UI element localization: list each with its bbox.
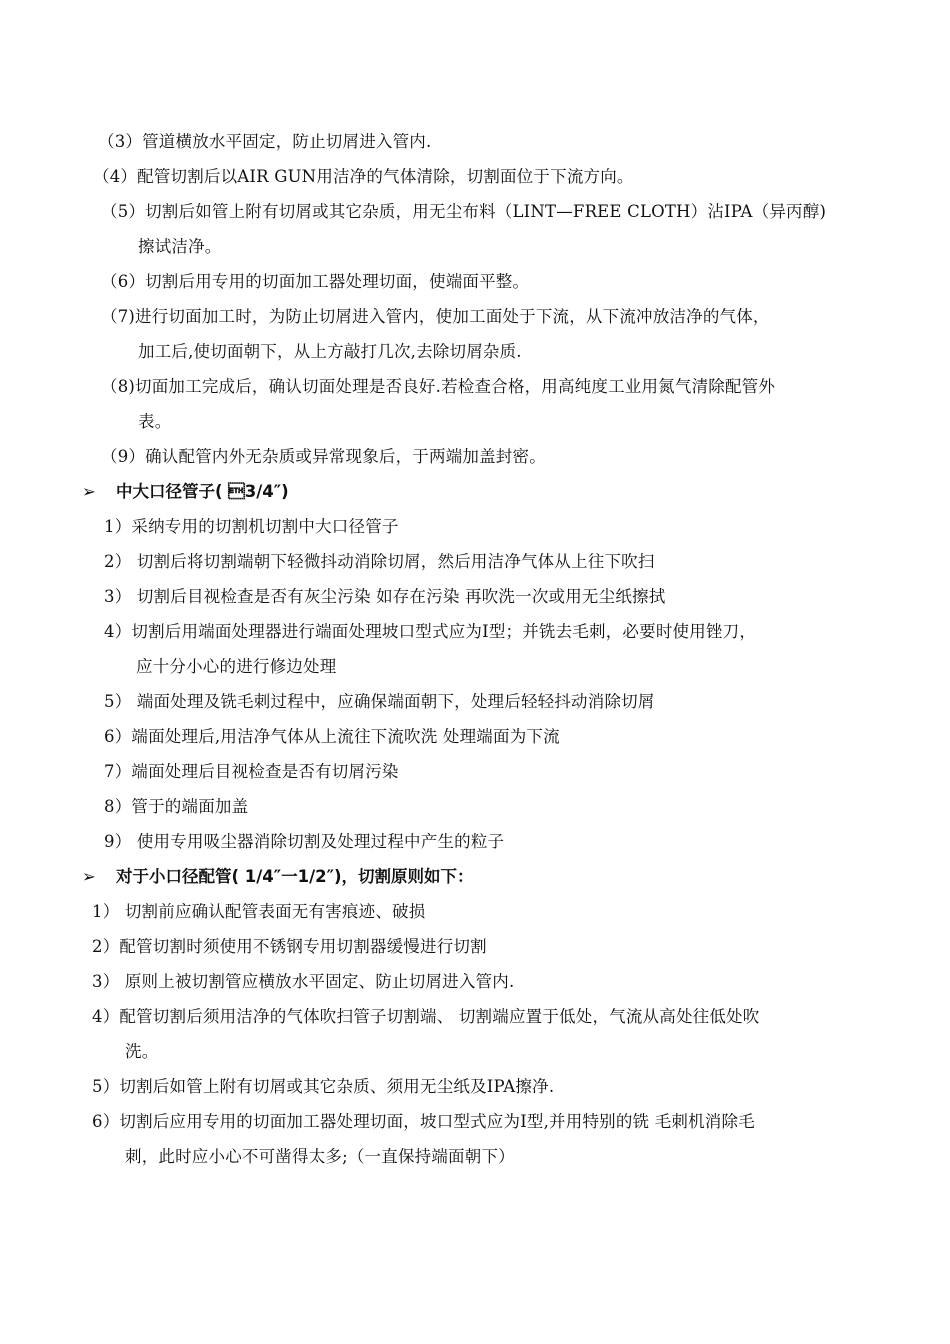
section3-item-4-cont: 洗。 xyxy=(125,1042,159,1061)
section2-item-4: 4）切割后用端面处理器进行端面处理坡口型式应为I型；并铣去毛刺，必要时使用锉刀， xyxy=(104,622,757,641)
section3-item-4: 4）配管切割后须用洁净的气体吹扫管子切割端、 切割端应置于低处，气流从高处往低处吹 xyxy=(92,1007,760,1026)
section1-item-5-cont: 擦试洁净。 xyxy=(138,237,222,256)
section3-item-6: 6）切割后应用专用的切面加工器处理切面，坡口型式应为I型,并用特别的铣 毛刺机消除毛 xyxy=(92,1112,755,1131)
section1-item-6: （6）切割后用专用的切面加工器处理切面，使端面平整。 xyxy=(101,272,530,291)
section3-item-1: 1） 切割前应确认配管表面无有害痕迹、破损 xyxy=(92,902,426,921)
section2-item-5: 5） 端面处理及铣毛刺过程中，应确保端面朝下，处理后轻轻抖动消除切屑 xyxy=(104,692,655,711)
section2-item-3: 3） 切割后目视检查是否有灰尘污染 如存在污染 再吹洗一次或用无尘纸擦拭 xyxy=(104,587,666,606)
section2-item-1: 1）采纳专用的切割机切割中大口径管子 xyxy=(104,517,399,536)
section3-item-5: 5）切割后如管上附有切屑或其它杂质、须用无尘纸及IPA擦净. xyxy=(92,1077,555,1096)
section3-heading xyxy=(82,866,474,888)
section1-item-8-cont: 表。 xyxy=(138,412,172,431)
arrow-bullet-icon: ➢ xyxy=(82,482,96,501)
section1-item-9: （9）确认配管内外无杂质或异常现象后，于两端加盖封密。 xyxy=(101,447,546,466)
section2-item-2: 2） 切割后将切割端朝下轻微抖动消除切屑，然后用洁净气体从上往下吹扫 xyxy=(104,552,655,571)
section2-item-7: 7）端面处理后目视检查是否有切屑污染 xyxy=(104,762,399,781)
arrow-bullet-icon: ➢ xyxy=(82,867,96,886)
section3-item-6-cont: 刺，此时应小心不可凿得太多;（一直保持端面朝下） xyxy=(125,1147,515,1166)
section3-title: 对于小口径配管( 1/4″一1/2″)，切割原则如下： xyxy=(116,867,474,886)
section1-item-8: （8)切面加工完成后，确认切面处理是否良好.若检查合格，用高纯度工业用氮气清除配管外 xyxy=(101,377,776,396)
section2-heading xyxy=(82,481,289,503)
section1-item-7-cont: 加工后,使切面朝下，从上方敲打几次,去除切屑杂质. xyxy=(138,342,522,361)
section1-item-4: （4）配管切割后以AIR GUN用洁净的气体清除，切割面位于下流方向。 xyxy=(93,167,634,186)
section2-item-6: 6）端面处理后,用洁净气体从上流往下流吹洗 处理端面为下流 xyxy=(104,727,560,746)
section1-item-5: （5）切割后如管上附有切屑或其它杂质，用无尘布料（LINT—FREE CLOTH）沾IPA（异丙醇) xyxy=(101,202,827,221)
section2-item-4-cont: 应十分小心的进行修边处理 xyxy=(136,657,337,676)
section1-item-3: （3）管道横放水平固定，防止切屑进入管内. xyxy=(98,132,432,151)
section2-item-9: 9） 使用专用吸尘器消除切割及处理过程中产生的粒子 xyxy=(104,832,505,851)
section3-item-2: 2）配管切割时须使用不锈钢专用切割器缓慢进行切割 xyxy=(92,937,487,956)
section3-item-3: 3） 原则上被切割管应横放水平固定、防止切屑进入管内. xyxy=(92,972,515,991)
section2-title: 中大口径管子( 3/4″) xyxy=(116,482,289,501)
section2-item-8: 8）管于的端面加盖 xyxy=(104,797,249,816)
section1-item-7: （7)进行切面加工时，为防止切屑进入管内，使加工面处于下流，从下流冲放洁净的气体， xyxy=(101,307,770,326)
